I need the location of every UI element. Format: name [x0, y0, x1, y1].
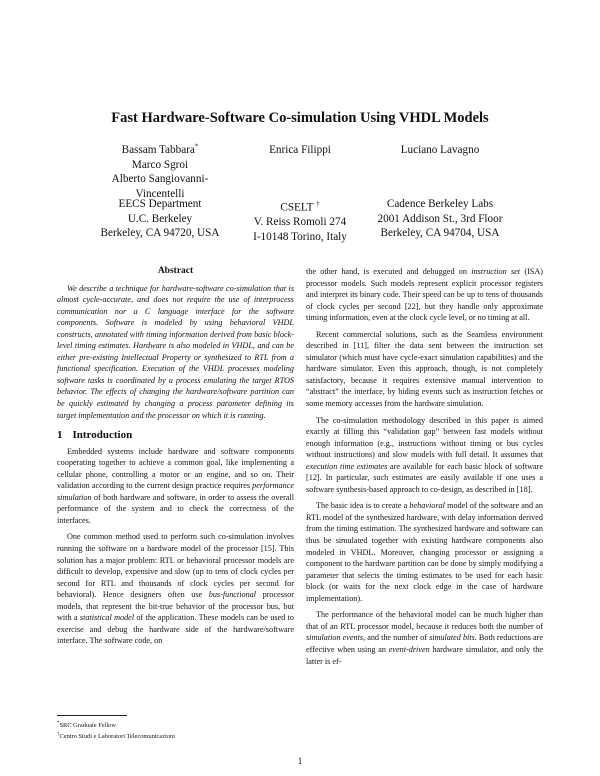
author-name: Luciano Lavagno — [400, 144, 480, 156]
body-paragraph: One common method used to perform such co-simulation involves running the software on a hardware model of the processor [15]. This solution has a major problem: RTL or behavioral processor models are difficult to develop, expensive and slow (up to tens of clock cycles per second for RTL and thousands of clock cycles per second for behavioral). Hence designers often use bus-functional processor models, that represent the bit-true behavior of the processor bus, but with a statistical model of the application. These models can be used to exercise and debug the hardware side of the hardware/software interface. The software code, on — [57, 532, 294, 646]
author-col-1 — [90, 143, 230, 201]
author-col-3 — [370, 143, 510, 201]
right-column — [306, 266, 543, 672]
body-paragraph: Recent commercial solutions, such as the Seamless environment described in [11], filter the data sent between the instruction set simulator (which must have cycle-exact simulation capabilities) and the hardware simulator. Even this approach, though, is not completely satisfactory, because it requires extensive manual intervention to “abstract” the interface, by hiding events such as instruction fetches or some memory accesses from the hardware simulation. — [306, 329, 543, 409]
author-name: Bassam Tabbara* — [121, 142, 199, 156]
footnote-mark: * — [194, 142, 199, 151]
page-number: 1 — [297, 756, 303, 766]
section-title: Introduction — [72, 429, 133, 442]
author-name: Enrica Filippi — [269, 144, 331, 156]
left-column — [57, 266, 294, 652]
author-name: Alberto Sangiovanni-Vincentelli — [111, 173, 209, 200]
body-paragraph: Embedded systems include hardware and software components cooperating together to achieve a common goal, like implementing a cellular phone, controlling a motor or an engine, and so on. Their validation according to the current design practice requires performance simulation of both hardware and software, in order to assess the overall performance of the system and to check the correctness of the interfaces. — [57, 446, 294, 525]
body-paragraph: the other hand, is executed and debugged on instruction set (ISA) processor models. Such models represent explicit processor registers and interpret its binary code. Their speed can be up to tens of thousands of clock cycles per second [22], but they handle only approximate timing information, even at the clock cycle level, or no timing at all. — [306, 267, 543, 323]
section-number: 1 — [57, 429, 63, 442]
affiliation-col-3 — [370, 197, 510, 245]
paper-title: Fast Hardware-Software Co-simulation Using VHDL Models — [111, 110, 489, 126]
affiliation-line: U.C. Berkeley — [127, 212, 193, 225]
affiliation-line: CSELT † — [280, 200, 320, 214]
body-paragraph: The co-simulation methodology described in this paper is aimed exactly at filling this “validation gap” between fast models without enough information (e.g., instructions without timing or bus cycles without instructions) and slow models with full detail. It assumes that execution time estimates are available for each basic block of software [12]. In particular, such estimates are easily available if one uses a software synthesis-based approach to co-design, as described in [18]. — [306, 415, 543, 494]
body-paragraph: The performance of the behavioral model can be much higher than that of an RTL processor model, because it reduces both the number of simulation events, and the number of simulated bits. Both reductions are effective when using an event-driven hardware simulator, and only the latter is ef- — [306, 610, 544, 666]
affiliation-line: Cadence Berkeley Labs — [386, 198, 494, 210]
footnote-2: †Centro Studi e Laboratori Telecomunicazioni — [57, 732, 175, 741]
affiliation-line: Berkeley, CA 94720, USA — [100, 227, 220, 240]
footnote-rule — [57, 715, 127, 716]
affiliation-col-1 — [90, 197, 230, 245]
body-paragraph: The basic idea is to create a behavioral model of the software and an RTL model of the synthesized hardware, with delay information derived from the timing estimation. The synthesized hardware and software can thus be simulated together with existing hardware components also modeled in VHDL. Moreover, changing processor or assigning a component to the hardware partition can be done by simply modifying a parameter that selects the timing estimates to be used for each basic block (or waits for the next clock edge in the case of hardware implementation). — [306, 501, 543, 603]
affiliation-line: Berkeley, CA 94704, USA — [380, 227, 500, 240]
affiliation-line: V. Reiss Romoli 274 — [253, 216, 347, 229]
left-paragraphs — [57, 446, 294, 647]
affiliation-line: EECS Department — [118, 198, 202, 210]
author-col-2 — [230, 143, 370, 201]
section-heading — [57, 430, 294, 442]
affiliation-col-2 — [230, 197, 370, 245]
author-block — [90, 143, 510, 201]
abstract-text: We describe a technique for hardware-software co-simulation that is almost cycle-accurate, and does not require the use of interprocess communication nor a C language interface for the software components. Software is modeled by using behavioral VHDL constructs, annotated with timing information derived from basic block-level timing estimates. Hardware is also modeled in VHDL, and can be either pre-existing Intellectual Property or synthesized to RTL from a functional specification. Execution of the VHDL processes modeling software tasks is coordinated by a process emulating the target RTOS behavior. The effects of changing the hardware/software partition can be quickly estimated by changing a process parameter defining its target implementation and the processor on which it is running. — [57, 283, 294, 420]
footnote-1: *SRC Graduate Fellow — [57, 721, 116, 730]
author-name: Marco Sgroi — [131, 158, 189, 171]
affiliation-line: 2001 Addison St., 3rd Floor — [377, 212, 503, 225]
affiliation-line: I-10148 Torino, Italy — [253, 231, 347, 244]
right-paragraphs — [306, 266, 543, 667]
abstract-heading: Abstract — [157, 266, 194, 276]
footnote-mark: † — [316, 200, 320, 208]
footnotes — [57, 715, 294, 741]
affiliation-block — [90, 197, 510, 245]
